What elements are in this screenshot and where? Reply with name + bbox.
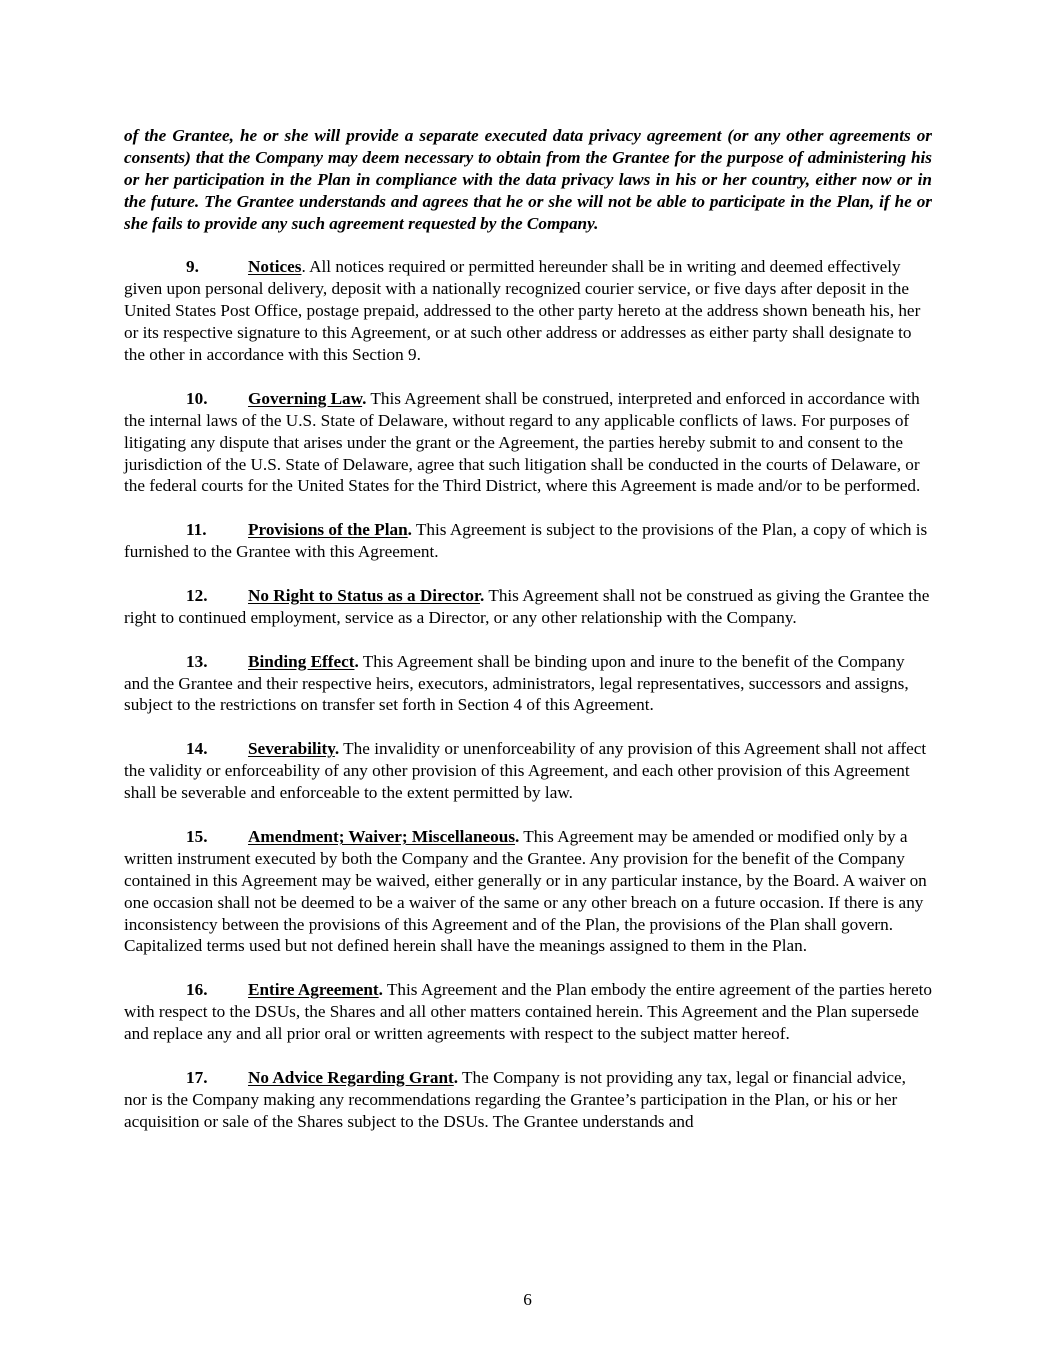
document-page bbox=[124, 125, 932, 1154]
heading-period: . bbox=[480, 585, 485, 605]
section-number: 11. bbox=[186, 520, 207, 540]
section-text: This Agreement may be amended or modified only by a written instrument executed by both the Company and the Grantee. Any provision for the benefit of the Company contained in this Agreement may be waived, either generally or in any particular instance, by the Board. A waiver on one occasion shall not be deemed to be a waiver of the same or any other breach on a future occasion. If there is any inconsistency between the provisions of this Agreement and of the Plan, the provisions of the Plan shall govern. Capitalized terms used but not defined herein shall have the meanings assigned to them in the Plan. bbox=[124, 826, 927, 956]
section-heading: No Advice Regarding Grant bbox=[248, 1067, 454, 1087]
section-heading: No Right to Status as a Director bbox=[248, 585, 481, 605]
section-text: This Agreement is subject to the provisions of the Plan, a copy of which is furnished to the Grantee with this Agreement. bbox=[124, 520, 928, 562]
section-number: 9. bbox=[186, 257, 199, 277]
section-text: The Company is not providing any tax, legal or financial advice, nor is the Company making any recommendations regarding the Grantee’s participation in the Plan, or his or her acquisition or sale of the Shares subject to the DSUs. The Grantee understands and bbox=[124, 1067, 906, 1131]
heading-period: . bbox=[453, 1067, 459, 1087]
section-heading: Governing Law bbox=[248, 388, 363, 408]
section-9-notices bbox=[124, 256, 932, 366]
heading-period: . bbox=[378, 980, 383, 1000]
section-number: 12. bbox=[186, 585, 208, 605]
section-number: 17. bbox=[186, 1067, 208, 1087]
heading-period: . bbox=[515, 826, 520, 846]
page-number: 6 bbox=[523, 1290, 532, 1309]
section-14-severability bbox=[124, 738, 932, 804]
section-number: 13. bbox=[186, 651, 208, 671]
section-number: 14. bbox=[186, 739, 208, 759]
section-heading: Binding Effect bbox=[248, 651, 355, 671]
heading-period: . bbox=[407, 520, 412, 540]
section-15-amendment bbox=[124, 826, 932, 957]
heading-period: . bbox=[354, 651, 359, 671]
section-17-no-advice bbox=[124, 1067, 932, 1133]
section-number: 16. bbox=[186, 980, 208, 1000]
section-heading: Amendment; Waiver; Miscellaneous bbox=[248, 826, 516, 846]
section-text: This Agreement shall be binding upon and inure to the benefit of the Company and the Grantee and their respective heirs, executors, administrators, legal representatives, successors and assigns, subject to the restrictions on transfer set forth in Section 4 of this Agreement. bbox=[124, 651, 909, 715]
heading-period: . bbox=[362, 388, 367, 408]
section-heading: Notices bbox=[248, 257, 302, 277]
section-13-binding-effect bbox=[124, 651, 932, 717]
section-text: The invalidity or unenforceability of any provision of this Agreement shall not affect the validity or enforceability of any other provision of this Agreement, and each other provision of this Agreement shall be severable and enforceable to the extent permitted by law. bbox=[124, 739, 927, 803]
section-text: This Agreement and the Plan embody the entire agreement of the parties hereto with respect to the DSUs, the Shares and all other matters contained herein. This Agreement and the Plan supersede and replace any and all prior oral or written agreements with respect to the subject matter hereof. bbox=[124, 980, 932, 1044]
section-11-provisions-of-plan bbox=[124, 519, 932, 563]
section-16-entire-agreement bbox=[124, 979, 932, 1045]
section-12-no-right-to-status bbox=[124, 585, 932, 629]
section-heading: Entire Agreement bbox=[248, 980, 379, 1000]
section-10-governing-law bbox=[124, 388, 932, 498]
section-text: This Agreement shall be construed, interpreted and enforced in accordance with the internal laws of the U.S. State of Delaware, without regard to any applicable conflicts of laws. For purposes of litigating any dispute that arises under the grant or the Agreement, the parties hereby submit to and consent to the jurisdiction of the U.S. State of Delaware, agree that such litigation shall be conducted in the courts of Delaware, or the federal courts for the United States for the Third District, where this Agreement is made and/or to be performed. bbox=[124, 388, 921, 496]
data-privacy-paragraph: of the Grantee, he or she will provide a separate executed data privacy agreement (or any other agreements or consents) that the Company may deem necessary to obtain from the Grantee for the purpose of administering his or her participation in the Plan in compliance with the data privacy laws in his or her country, either now or in the future. The Grantee understands and agrees that he or she will not be able to participate in the Plan, if he or she fails to provide any such agreement requested by the Company. bbox=[124, 126, 932, 233]
section-text: This Agreement shall not be construed as giving the Grantee the right to continued employment, service as a Director, or any other relationship with the Company. bbox=[124, 585, 930, 627]
section-text: . All notices required or permitted hereunder shall be in writing and deemed effectively given upon personal delivery, deposit with a nationally recognized courier service, or five days after deposit in the United States Post Office, postage prepaid, addressed to the other party hereto at the address shown beneath his, her or its respective signature to this Agreement, or at such other address or addresses as either party shall designate to the other in accordance with this Section 9. bbox=[124, 257, 921, 365]
section-number: 10. bbox=[186, 388, 208, 408]
section-heading: Provisions of the Plan bbox=[248, 520, 408, 540]
section-heading: Severability bbox=[248, 739, 335, 759]
heading-period: . bbox=[334, 739, 340, 759]
section-number: 15. bbox=[186, 826, 208, 846]
